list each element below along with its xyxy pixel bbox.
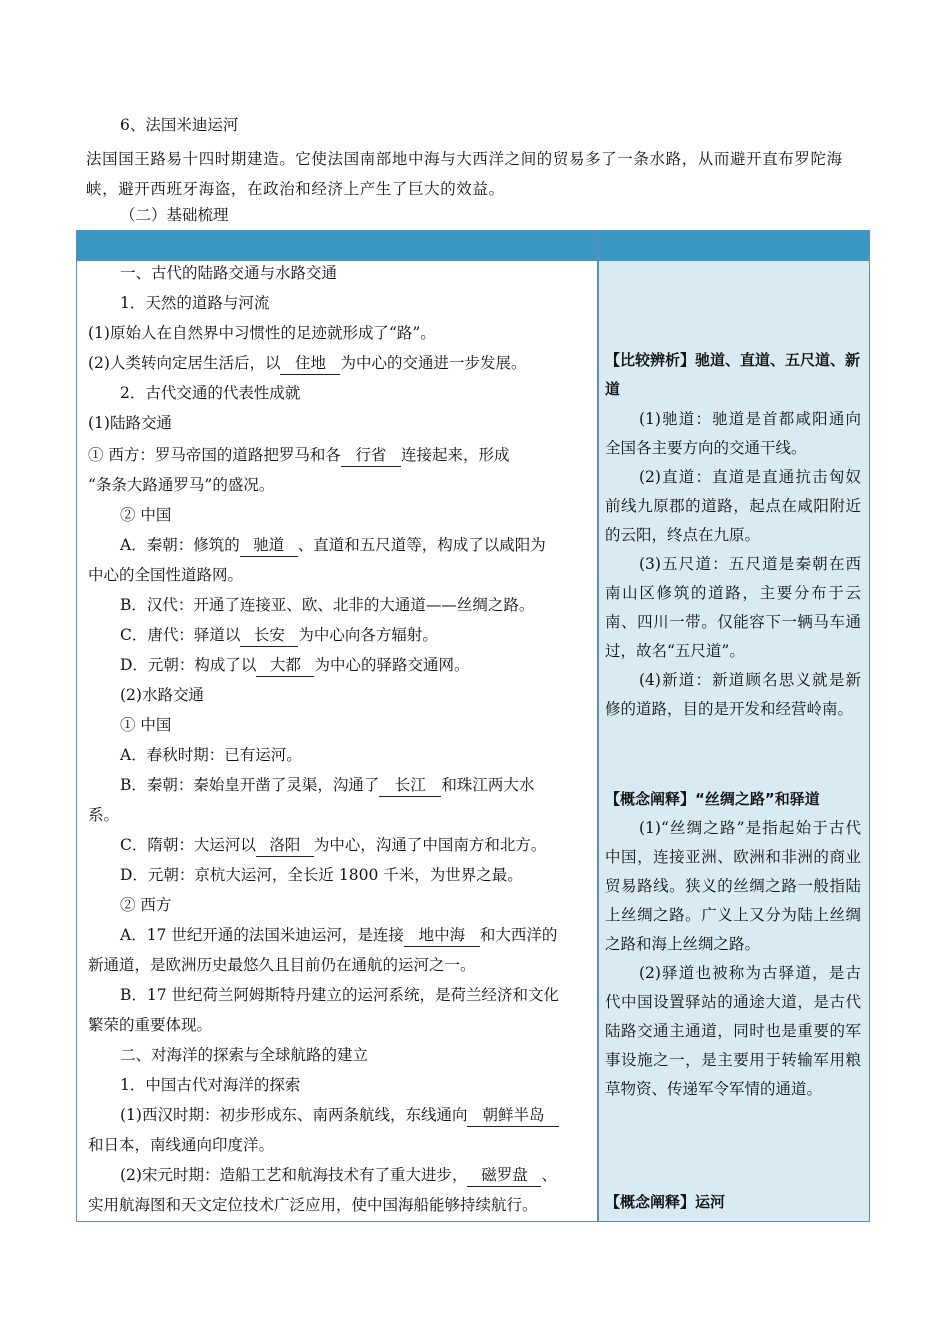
sidebar-title: 【概念阐释】运河 <box>605 1193 726 1211</box>
main-line: D．元朝：京杭大运河，全长近 1800 千米，为世界之最。 <box>120 866 523 884</box>
main-line: A．17 世纪开通的法国米迪运河，是连接 地中海 和大西洋的 <box>120 920 557 950</box>
table-header-left <box>77 231 597 261</box>
section-heading: 6、法国米迪运河 <box>120 116 239 134</box>
main-line: (2)水路交通 <box>120 686 204 704</box>
sidebar-title: 【概念阐释】“丝绸之路”和驿道 <box>605 790 820 808</box>
main-line: 系。 <box>88 806 120 824</box>
fill-blank: 长江 <box>379 774 441 797</box>
main-line: A．春秋时期：已有运河。 <box>120 746 302 764</box>
main-line: D．元朝：构成了以 大都 为中心的驿路交通网。 <box>120 650 469 680</box>
main-line: 新通道，是欧洲历史最悠久且目前仍在通航的运河之一。 <box>88 956 476 974</box>
sidebar-paragraph: (3)五尺道：五尺道是秦朝在西南山区修筑的道路，主要分布于云南、四川一带。仅能容下一辆马车通过，故名“五尺道”。 <box>605 555 861 660</box>
fill-blank: 行省 <box>341 444 401 467</box>
sidebar-title: 【比较辨析】驰道、直道、五尺道、新道 <box>605 351 861 398</box>
fill-blank: 洛阳 <box>256 834 314 857</box>
fill-blank: 长安 <box>240 624 298 647</box>
main-line: C．隋朝：大运河以 洛阳 为中心，沟通了中国南方和北方。 <box>120 830 546 860</box>
main-line: 实用航海图和天文定位技术广泛应用，使中国海船能够持续航行。 <box>88 1196 538 1214</box>
main-heading: 二、对海洋的探索与全球航路的建立 <box>120 1046 369 1064</box>
main-line: 1．天然的道路与河流 <box>120 294 270 312</box>
main-line: (1)陆路交通 <box>88 414 172 432</box>
main-line: “条条大路通罗马”的盛况。 <box>88 476 275 494</box>
main-line: ① 中国 <box>120 716 172 734</box>
fill-blank: 大都 <box>256 654 314 677</box>
main-line: ② 西方 <box>120 896 172 914</box>
sidebar-paragraph: (4)新道：新道顾名思义就是新修的道路，目的是开发和经营岭南。 <box>605 671 861 718</box>
fill-blank: 磁罗盘 <box>467 1164 541 1187</box>
sidebar-paragraph: (2)直道：直道是直通抗击匈奴前线九原郡的道路，起点在咸阳附近的云阳，终点在九原。 <box>605 468 861 544</box>
main-line: 中心的全国性道路网。 <box>88 566 244 584</box>
main-line: B．汉代：开通了连接亚、欧、北非的大通道——丝绸之路。 <box>120 596 535 614</box>
main-line: (1)原始人在自然界中习惯性的足迹就形成了“路”。 <box>88 324 436 342</box>
main-heading: 一、古代的陆路交通与水路交通 <box>120 264 338 282</box>
main-line: B．17 世纪荷兰阿姆斯特丹建立的运河系统，是荷兰经济和文化 <box>120 986 560 1004</box>
subsection-heading: （二）基础梳理 <box>120 206 229 224</box>
fill-blank: 驰道 <box>240 534 298 557</box>
table-header-right <box>599 231 869 261</box>
main-line: ① 西方：罗马帝国的道路把罗马和各 行省 连接起来，形成 <box>88 440 509 470</box>
main-line: ② 中国 <box>120 506 172 524</box>
fill-blank: 住地 <box>280 352 340 375</box>
sidebar-paragraph: (1)驰道：驰道是首都咸阳通向全国各主要方向的交通干线。 <box>605 410 861 457</box>
fill-blank: 朝鲜半岛 <box>467 1104 559 1127</box>
fill-blank: 地中海 <box>404 924 480 947</box>
main-line: B．秦朝：秦始皇开凿了灵渠，沟通了 长江 和珠江两大水 <box>120 770 534 800</box>
main-line: (2)人类转向定居生活后，以 住地 为中心的交通进一步发展。 <box>88 348 526 378</box>
main-line: 和日本，南线通向印度洋。 <box>88 1136 275 1154</box>
sidebar-paragraph: (2)驿道也被称为古驿道，是古代中国设置驿站的通途大道，是古代陆路交通主通道，同时也是重要的军事设施之一，是主要用于转输军用粮草物资、传递军令军情的通道。 <box>605 964 861 1098</box>
intro-paragraph: 法国国王路易十四时期建造。它使法国南部地中海与大西洋之间的贸易多了一条水路，从而避开直布罗陀海峡，避开西班牙海盗，在政治和经济上产生了巨大的效益。 <box>86 150 843 198</box>
main-line: 1．中国古代对海洋的探索 <box>120 1076 301 1094</box>
main-line: 繁荣的重要体现。 <box>88 1016 213 1034</box>
main-line: A．秦朝：修筑的 驰道 、直道和五尺道等，构成了以咸阳为 <box>120 530 546 560</box>
main-line: 2．古代交通的代表性成就 <box>120 384 301 402</box>
main-line: (2)宋元时期：造船工艺和航海技术有了重大进步， 磁罗盘 、 <box>120 1160 557 1190</box>
sidebar-paragraph: (1)“丝绸之路”是指起始于古代中国，连接亚洲、欧洲和非洲的商业贸易路线。狭义的丝绸之路一般指陆上丝绸之路。广义上又分为陆上丝绸之路和海上丝绸之路。 <box>605 819 861 953</box>
main-line: C．唐代：驿道以 长安 为中心向各方辐射。 <box>120 620 438 650</box>
main-line: (1)西汉时期：初步形成东、南两条航线，东线通向 朝鲜半岛 <box>120 1100 559 1130</box>
